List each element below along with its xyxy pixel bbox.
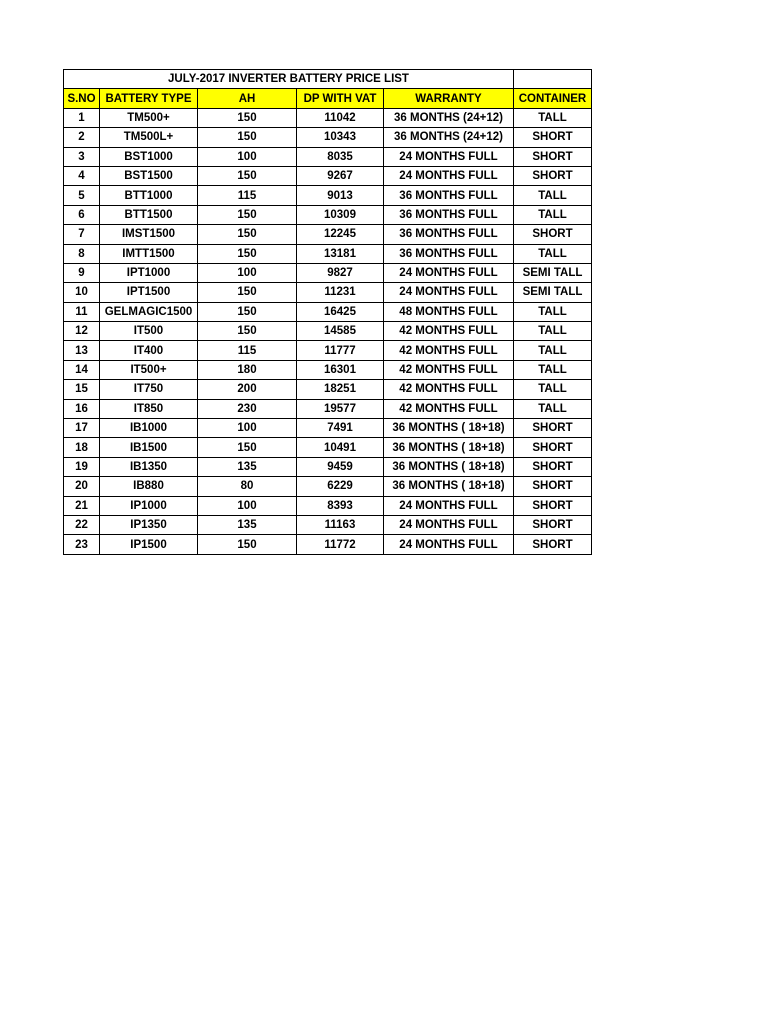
sno-cell: 19 — [64, 457, 100, 476]
warranty-cell: 36 MONTHS ( 18+18) — [384, 477, 514, 496]
ah-cell: 230 — [198, 399, 297, 418]
sno-cell: 18 — [64, 438, 100, 457]
battery-type-cell: BST1000 — [100, 147, 198, 166]
warranty-cell: 24 MONTHS FULL — [384, 535, 514, 554]
warranty-cell: 42 MONTHS FULL — [384, 341, 514, 360]
battery-type-cell: IT500 — [100, 322, 198, 341]
table-row — [64, 399, 592, 418]
container-cell: SEMI TALL — [514, 283, 592, 302]
container-cell: SHORT — [514, 419, 592, 438]
battery-type-cell: BTT1000 — [100, 186, 198, 205]
sno-cell: 4 — [64, 166, 100, 185]
sno-cell: 1 — [64, 108, 100, 127]
sno-cell: 21 — [64, 496, 100, 515]
sno-cell: 22 — [64, 515, 100, 534]
dp-with-vat-cell: 16301 — [297, 360, 384, 379]
container-cell: TALL — [514, 380, 592, 399]
battery-type-cell: BTT1500 — [100, 205, 198, 224]
container-cell: TALL — [514, 244, 592, 263]
container-cell: SHORT — [514, 225, 592, 244]
sno-cell: 16 — [64, 399, 100, 418]
container-cell: SHORT — [514, 147, 592, 166]
sno-cell: 15 — [64, 380, 100, 399]
dp-with-vat-cell: 18251 — [297, 380, 384, 399]
title-empty-cell — [514, 70, 592, 89]
dp-with-vat-cell: 13181 — [297, 244, 384, 263]
sno-cell: 3 — [64, 147, 100, 166]
table-row — [64, 166, 592, 185]
dp-with-vat-cell: 11163 — [297, 515, 384, 534]
ah-cell: 150 — [198, 302, 297, 321]
warranty-cell: 42 MONTHS FULL — [384, 322, 514, 341]
battery-type-cell: IB1000 — [100, 419, 198, 438]
battery-type-cell: IPT1500 — [100, 283, 198, 302]
container-cell: TALL — [514, 341, 592, 360]
warranty-cell: 24 MONTHS FULL — [384, 515, 514, 534]
container-cell: SHORT — [514, 515, 592, 534]
dp-with-vat-cell: 8035 — [297, 147, 384, 166]
table-row — [64, 322, 592, 341]
battery-type-cell: IT850 — [100, 399, 198, 418]
header-row — [64, 89, 592, 108]
dp-with-vat-cell: 14585 — [297, 322, 384, 341]
dp-with-vat-cell: 16425 — [297, 302, 384, 321]
ah-cell: 200 — [198, 380, 297, 399]
sno-cell: 11 — [64, 302, 100, 321]
table-row — [64, 244, 592, 263]
battery-type-cell: IT400 — [100, 341, 198, 360]
warranty-cell: 48 MONTHS FULL — [384, 302, 514, 321]
dp-with-vat-cell: 11042 — [297, 108, 384, 127]
battery-type-cell: IT500+ — [100, 360, 198, 379]
ah-cell: 150 — [198, 322, 297, 341]
sno-cell: 10 — [64, 283, 100, 302]
ah-cell: 150 — [198, 108, 297, 127]
sno-cell: 8 — [64, 244, 100, 263]
ah-cell: 100 — [198, 147, 297, 166]
sno-cell: 2 — [64, 128, 100, 147]
warranty-cell: 36 MONTHS FULL — [384, 244, 514, 263]
dp-with-vat-cell: 7491 — [297, 419, 384, 438]
table-row — [64, 360, 592, 379]
dp-with-vat-cell: 9827 — [297, 263, 384, 282]
warranty-cell: 36 MONTHS ( 18+18) — [384, 419, 514, 438]
table-row — [64, 302, 592, 321]
sno-cell: 9 — [64, 263, 100, 282]
table-row — [64, 515, 592, 534]
battery-type-cell: IB1350 — [100, 457, 198, 476]
table-row — [64, 477, 592, 496]
container-cell: SEMI TALL — [514, 263, 592, 282]
dp-with-vat-cell: 19577 — [297, 399, 384, 418]
container-cell: TALL — [514, 186, 592, 205]
battery-type-cell: IPT1000 — [100, 263, 198, 282]
ah-cell: 150 — [198, 225, 297, 244]
ah-cell: 115 — [198, 341, 297, 360]
container-cell: SHORT — [514, 166, 592, 185]
warranty-cell: 24 MONTHS FULL — [384, 283, 514, 302]
ah-cell: 150 — [198, 535, 297, 554]
sno-cell: 7 — [64, 225, 100, 244]
warranty-cell: 36 MONTHS FULL — [384, 205, 514, 224]
ah-cell: 100 — [198, 496, 297, 515]
warranty-cell: 24 MONTHS FULL — [384, 166, 514, 185]
warranty-cell: 42 MONTHS FULL — [384, 360, 514, 379]
warranty-cell: 36 MONTHS (24+12) — [384, 128, 514, 147]
dp-with-vat-cell: 9459 — [297, 457, 384, 476]
price-list-table — [63, 69, 592, 555]
sno-cell: 23 — [64, 535, 100, 554]
warranty-cell: 24 MONTHS FULL — [384, 496, 514, 515]
ah-cell: 135 — [198, 457, 297, 476]
warranty-cell: 24 MONTHS FULL — [384, 263, 514, 282]
dp-with-vat-cell: 10343 — [297, 128, 384, 147]
table-row — [64, 535, 592, 554]
container-cell: SHORT — [514, 457, 592, 476]
header-warranty: WARRANTY — [384, 89, 514, 108]
sno-cell: 5 — [64, 186, 100, 205]
warranty-cell: 36 MONTHS ( 18+18) — [384, 438, 514, 457]
dp-with-vat-cell: 10491 — [297, 438, 384, 457]
ah-cell: 100 — [198, 419, 297, 438]
container-cell: TALL — [514, 399, 592, 418]
warranty-cell: 36 MONTHS (24+12) — [384, 108, 514, 127]
container-cell: SHORT — [514, 496, 592, 515]
dp-with-vat-cell: 9267 — [297, 166, 384, 185]
container-cell: SHORT — [514, 535, 592, 554]
container-cell: SHORT — [514, 128, 592, 147]
ah-cell: 150 — [198, 128, 297, 147]
title-row — [64, 70, 592, 89]
battery-type-cell: TM500+ — [100, 108, 198, 127]
battery-type-cell: IMST1500 — [100, 225, 198, 244]
dp-with-vat-cell: 11231 — [297, 283, 384, 302]
ah-cell: 150 — [198, 166, 297, 185]
table-row — [64, 496, 592, 515]
battery-type-cell: IB1500 — [100, 438, 198, 457]
table-row — [64, 438, 592, 457]
table-row — [64, 380, 592, 399]
table-row — [64, 205, 592, 224]
table-row — [64, 263, 592, 282]
header-container: CONTAINER — [514, 89, 592, 108]
battery-type-cell: IB880 — [100, 477, 198, 496]
dp-with-vat-cell: 11777 — [297, 341, 384, 360]
ah-cell: 150 — [198, 283, 297, 302]
ah-cell: 150 — [198, 205, 297, 224]
header-sno: S.NO — [64, 89, 100, 108]
container-cell: TALL — [514, 360, 592, 379]
sno-cell: 14 — [64, 360, 100, 379]
container-cell: TALL — [514, 108, 592, 127]
table-row — [64, 108, 592, 127]
battery-type-cell: BST1500 — [100, 166, 198, 185]
sno-cell: 6 — [64, 205, 100, 224]
ah-cell: 80 — [198, 477, 297, 496]
dp-with-vat-cell: 10309 — [297, 205, 384, 224]
header-ah: AH — [198, 89, 297, 108]
dp-with-vat-cell: 8393 — [297, 496, 384, 515]
table-row — [64, 283, 592, 302]
warranty-cell: 36 MONTHS FULL — [384, 186, 514, 205]
sno-cell: 13 — [64, 341, 100, 360]
battery-type-cell: IP1500 — [100, 535, 198, 554]
battery-type-cell: IMTT1500 — [100, 244, 198, 263]
ah-cell: 150 — [198, 244, 297, 263]
battery-type-cell: IP1000 — [100, 496, 198, 515]
container-cell: SHORT — [514, 438, 592, 457]
warranty-cell: 36 MONTHS ( 18+18) — [384, 457, 514, 476]
battery-type-cell: TM500L+ — [100, 128, 198, 147]
table-row — [64, 186, 592, 205]
warranty-cell: 24 MONTHS FULL — [384, 147, 514, 166]
table-row — [64, 341, 592, 360]
ah-cell: 115 — [198, 186, 297, 205]
container-cell: TALL — [514, 322, 592, 341]
ah-cell: 180 — [198, 360, 297, 379]
ah-cell: 135 — [198, 515, 297, 534]
warranty-cell: 42 MONTHS FULL — [384, 399, 514, 418]
table-row — [64, 419, 592, 438]
container-cell: TALL — [514, 205, 592, 224]
sno-cell: 17 — [64, 419, 100, 438]
table-title: JULY-2017 INVERTER BATTERY PRICE LIST — [64, 70, 514, 89]
header-dp-with-vat: DP WITH VAT — [297, 89, 384, 108]
battery-type-cell: IP1350 — [100, 515, 198, 534]
container-cell: SHORT — [514, 477, 592, 496]
ah-cell: 150 — [198, 438, 297, 457]
dp-with-vat-cell: 6229 — [297, 477, 384, 496]
header-battery-type: BATTERY TYPE — [100, 89, 198, 108]
sno-cell: 20 — [64, 477, 100, 496]
table-row — [64, 128, 592, 147]
table-row — [64, 147, 592, 166]
warranty-cell: 42 MONTHS FULL — [384, 380, 514, 399]
battery-type-cell: GELMAGIC1500 — [100, 302, 198, 321]
table-row — [64, 457, 592, 476]
battery-type-cell: IT750 — [100, 380, 198, 399]
ah-cell: 100 — [198, 263, 297, 282]
container-cell: TALL — [514, 302, 592, 321]
sno-cell: 12 — [64, 322, 100, 341]
dp-with-vat-cell: 12245 — [297, 225, 384, 244]
table-row — [64, 225, 592, 244]
dp-with-vat-cell: 9013 — [297, 186, 384, 205]
warranty-cell: 36 MONTHS FULL — [384, 225, 514, 244]
dp-with-vat-cell: 11772 — [297, 535, 384, 554]
